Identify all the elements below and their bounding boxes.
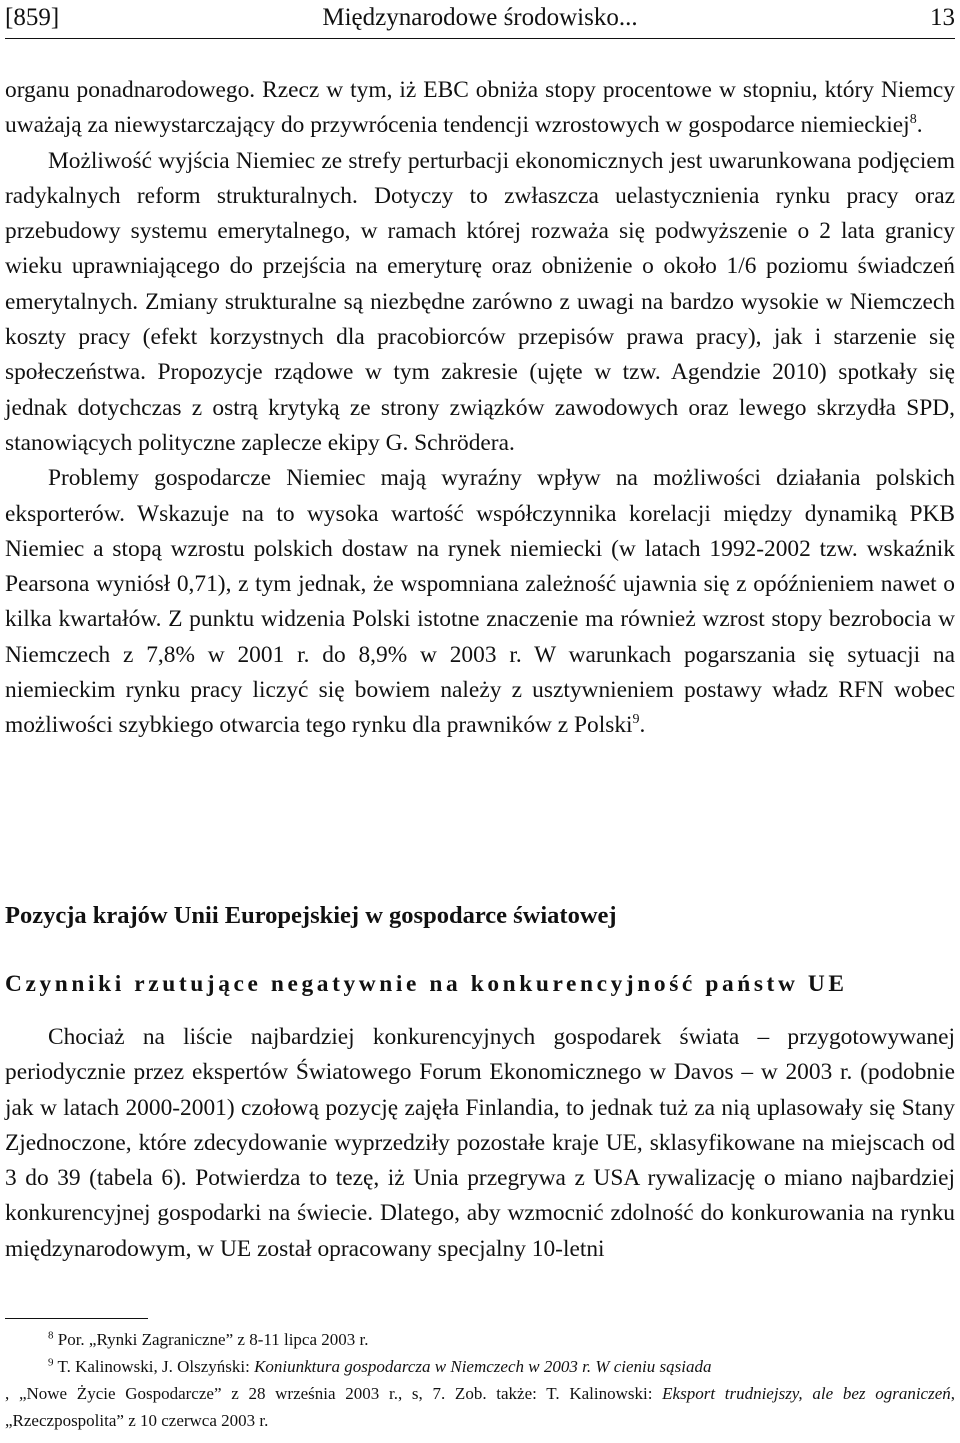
footnote-text: Por. „Rynki Zagraniczne” z 8-11 lipca 2003 r. [57, 1330, 369, 1349]
footnote-9 [5, 1353, 955, 1380]
body-section-2 [5, 1020, 955, 1267]
paragraph-continuation [5, 73, 955, 144]
section-subtitle: Czynniki rzutujące negatywnie na konkurencyjność państw UE [5, 971, 848, 997]
footnote-ref-8[interactable]: 8 [909, 112, 917, 128]
footnote-separator [5, 1318, 148, 1319]
paragraph-text: organu ponadnarodowego. Rzecz w tym, iż EBC obniża stopy procentowe w stopniu, który Niemcy uważają za niewystarczający do przywrócenia tendencji wzrostowych w gospodarce niemieckiej [5, 77, 955, 139]
footnote-8 [5, 1326, 955, 1353]
footnotes [5, 1326, 955, 1434]
footnote-ref-9[interactable]: 9 [632, 712, 640, 728]
footnote-title: Koniunktura gospodarcza w Niemczech w 2003 r. W cieniu sąsiada [254, 1357, 712, 1376]
paragraph-competitiveness: Chociaż na liście najbardziej konkurencyjnych gospodarek świata – przygotowywanej periodycznie przez ekspertów Światowego Forum Ekonomicznego w Davos – w 2003 r. (podobnie jak w latach 2000-2001) czołową pozycję zajęła Finlandia, to jednak tuż za nią uplasowały się Stany Zjednoczone, które zdecydowanie wyprzedziły pozostałe kraje UE, sklasyfikowane na miejscach od 3 do 39 (tabela 6). Potwierdza to tezę, iż Unia przegrywa z USA rywalizację o miano najbardziej konkurencyjnej gospodarki na świecie. Dlatego, aby wzmocnić zdolność do konkurowania na rynku międzynarodowym, w UE został opracowany specjalny 10-letni [5, 1024, 955, 1262]
footnote-source: , „Nowe Życie Gospodarcze” z 28 września 2003 r., s, 7. Zob. także: T. Kalinowski: [5, 1384, 663, 1403]
paragraph-end: . [916, 112, 923, 139]
footnote-9-continued [5, 1380, 955, 1434]
paragraph-reforms: Możliwość wyjścia Niemiec ze strefy perturbacji ekonomicznych jest uwarunkowana podjęciem radykalnych reform strukturalnych. Dotyczy to zwłaszcza uelastycznienia rynku pracy oraz przebudowy systemu emerytalnego, w ramach której rozważa się podwyższenie o 2 lata granicy wieku uprawniającego do przejścia na emeryturę oraz obniżenie o około 1/6 poziomu świadczeń emerytalnych. Zmiany strukturalne są niezbędne zarówno z uwagi na bardzo wysokie w Niemczech koszty pracy (efekt korzystnych dla pracobiorców przepisów prawa pracy), jak i starzenie się społeczeństwa. Propozycje rządowe w tym zakresie (ujęte w tzw. Agendzie 2010) spotkały się jednak dotychczas z ostrą krytyką ze strony związków zawodowych oraz lewego skrzydła SPD, stanowiących polityczne zaplecze ekipy G. Schrödera. [5, 147, 955, 456]
footnote-authors: T. Kalinowski, J. Olszyński: [57, 1357, 255, 1376]
page-number: 13 [930, 4, 955, 31]
paragraph-text: Problemy gospodarcze Niemiec mają wyraźny wpływ na możliwości działania polskich eksporterów. Wskazuje na to wysoka wartość współczynnika korelacji między dynamiką PKB Niemiec a stopą wzrostu polskich dostaw na rynek niemiecki (w latach 1992-2002 tzw. wskaźnik Pearsona wyniósł 0,71), z tym jednak, że wspomniana zależność ujawnia się z opóźnieniem nawet o kilka kwartałów. Z punktu widzenia Polski istotne znaczenie ma również wzrost stopy bezrobocia w Niemczech z 7,8% w 2001 r. do 8,9% w 2003 r. W warunkach pogarszania się sytuacji na niemieckim rynku pracy liczyć się bowiem należy z usztywnieniem postawy władz RFN wobec możliwości szybkiego otwarcia tego rynku dla prawników z Polski [5, 465, 955, 739]
footnote-title-2: Eksport trudniejszy, ale bez ograniczeń [662, 1384, 951, 1403]
running-title: Międzynarodowe środowisko... [322, 4, 638, 31]
paragraph-end: . [639, 712, 646, 739]
page-reference: [859] [5, 4, 60, 31]
body-section-1 [5, 73, 955, 744]
paragraph-exporters [5, 461, 955, 743]
footnote-source-2: , „Rzeczpospolita” z 10 czerwca 2003 r. [5, 1384, 956, 1430]
running-header [5, 0, 955, 39]
footnote-number: 8 [48, 1329, 54, 1342]
section-title: Pozycja krajów Unii Europejskiej w gospodarce światowej [5, 902, 617, 929]
footnote-number: 9 [48, 1356, 54, 1369]
